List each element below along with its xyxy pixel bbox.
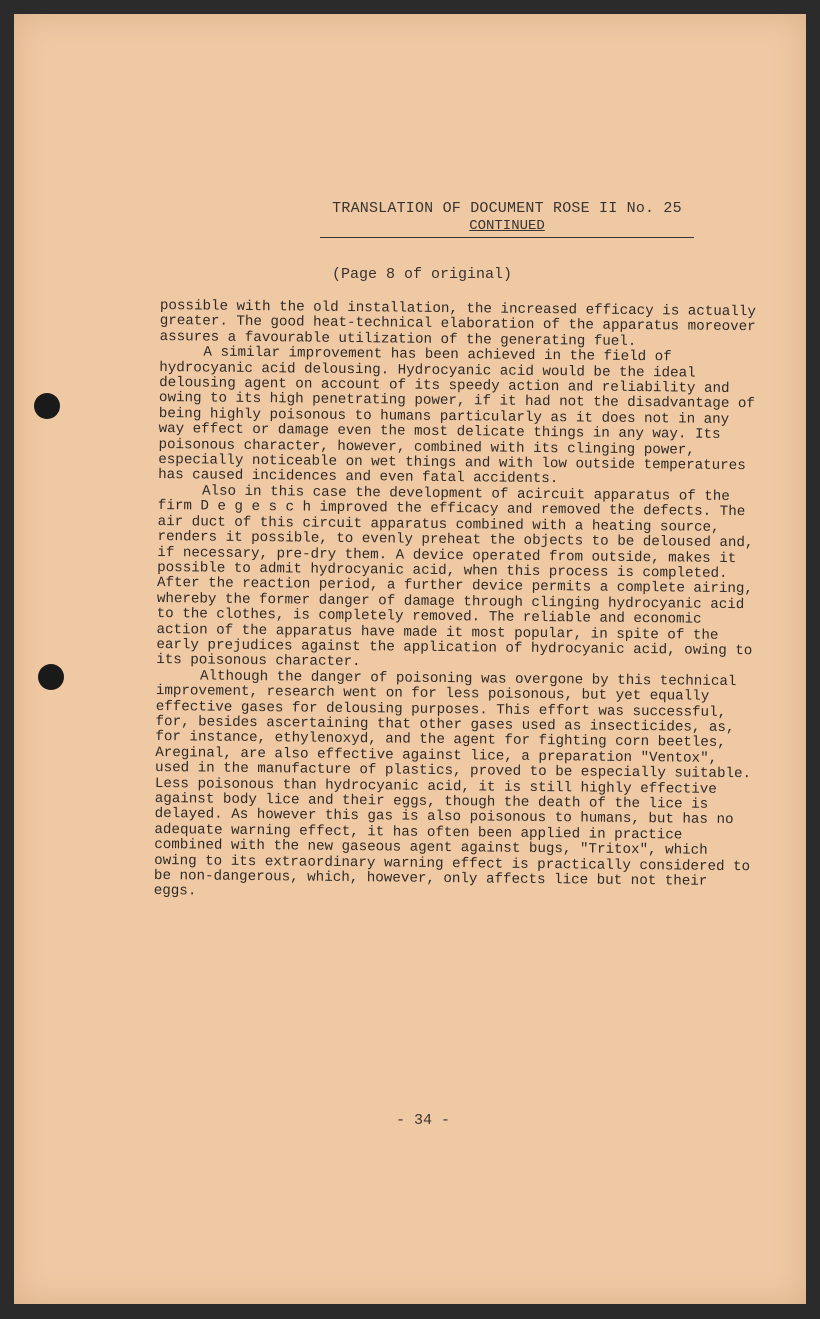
body-text [154, 299, 758, 906]
paragraph-1: possible with the old installation, the increased efficacy is actually greater. The good heat-technical elaboration of the apparatus moreover assures a favourable utilization of the generating fuel. [159, 298, 756, 350]
document-subtitle: CONTINUED [469, 218, 545, 234]
paragraph-4: Although the danger of poisoning was overgone by this technical improvement, research went on for less poisonous, but yet equally effective gases for delousing purposes. This effort was successful, for, besides ascertaining that other gases used as insecticides, as, for instance, ethylenoxyd, and the agent for fighting corn beetles, Areginal, are also effective against lice, a preparation "Ventox", used in the manufacture of plastics, proved to be especially suitable. Less poisonous than hydrocyanic acid, it is still highly effective against body lice and their eggs, though the death of the lice is delayed. As however this gas is also poisonous to humans, but has no adequate warning effect, it has often been applied in practice combined with the new gaseous agent against bugs, "Tritox", which owing to its extraordinary warning effect is practically considered to be non-dangerous, which, however, only affects lice but not their eggs. [153, 668, 752, 900]
paragraph-3: Also in this case the development of acircuit apparatus of the firm D e g e s c h improved the efficacy and removed the defects. The air duct of this circuit apparatus combined with a heating source, renders it possible, to evenly preheat the objects to be deloused and, if necessary, pre-dry them. A device operated from outside, makes it possible to admit hydrocyanic acid, when this process is completed. After the reaction period, a further device permits a complete airing, whereby the former danger of damage through clinging hydrocyanic acid to the clothes, is completely removed. The reliable and economic action of the apparatus have made it most popular, in spite of the early prejudices against the application of hydrocyanic acid, owing to its poisonous character. [156, 483, 754, 671]
punch-hole [38, 664, 64, 690]
page-number: - 34 - [396, 1112, 451, 1129]
document-title: TRANSLATION OF DOCUMENT ROSE II No. 25 [332, 200, 682, 217]
document-header [320, 200, 694, 238]
page-reference: (Page 8 of original) [332, 266, 513, 283]
document-page [14, 14, 806, 1304]
paragraph-2: A similar improvement has been achieved in the field of hydrocyanic acid delousing. Hydrocyanic acid would be the ideal delousing agent on account of its speedy action and reliability and owing to its high penetrating power, if it had not the disadvantage of being highly poisonous to humans particularly as it does not in any way effect or damage even the most delicate things in any way. Its poisonous character, however, combined with its clinging power, especially noticeable on wet things and with low outside temperatures has caused incidences and even fatal accidents. [158, 344, 755, 488]
header-rule [320, 237, 694, 238]
punch-hole [34, 393, 60, 419]
